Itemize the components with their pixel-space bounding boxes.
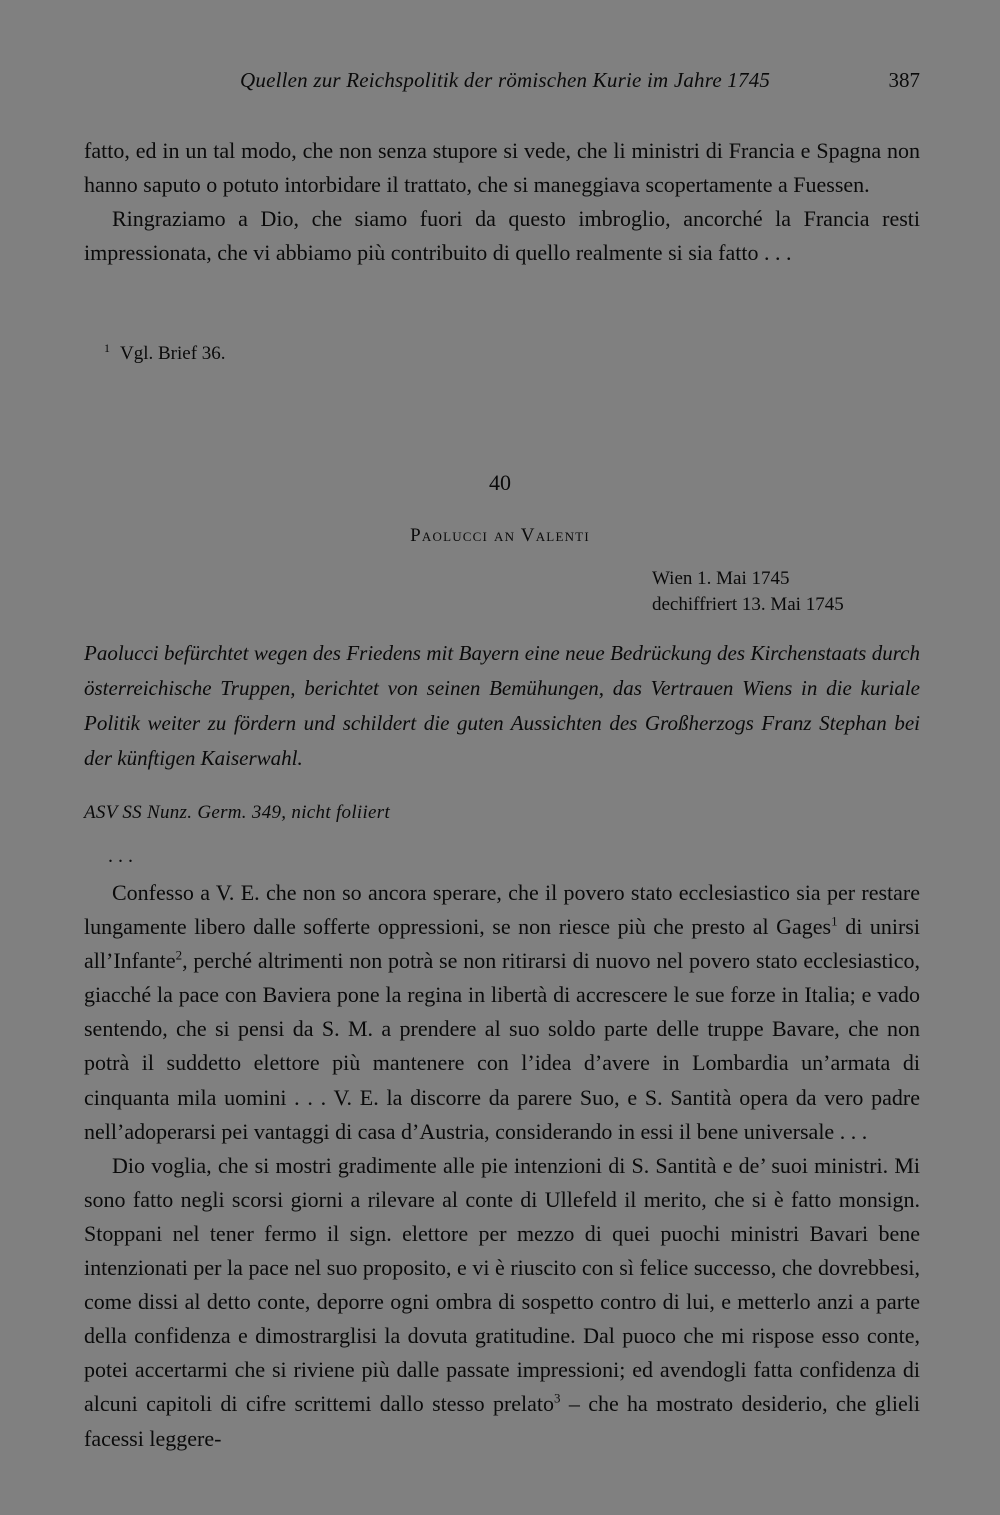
document-number: 40 — [489, 470, 511, 495]
decipher-date-line: dechiffriert 13. Mai 1745 — [652, 594, 844, 615]
letter-text — [84, 876, 920, 1456]
text-run: – che ha mostrato desiderio, che glieli facessi leggere- — [84, 1391, 921, 1451]
document-heading: Paolucci an Valenti — [410, 525, 590, 546]
page-number: 387 — [888, 68, 920, 92]
footnote — [104, 340, 226, 365]
place-date — [652, 566, 844, 618]
page-header — [84, 68, 920, 104]
footnote-ref: 1 — [831, 913, 838, 929]
document-summary: Paolucci befürchtet wegen des Friedens mit Bayern eine neue Bedrückung des Kirchenstaats durch österreichische Truppen, berichtet von seinen Bemühungen, das Vertrauen Wiens in die kuriale Politik weiter zu fördern und schildert die guten Aussichten des Großherzogs Franz Stephan bei der künftigen Kaiserwahl. — [84, 641, 920, 770]
footnote-text: Vgl. Brief 36. — [120, 343, 226, 364]
footnote-ref: 2 — [175, 947, 183, 963]
place-date-line: Wien 1. Mai 1745 — [652, 568, 790, 589]
text-run: Dio voglia, che si mostri gradimente alle pie intenzioni di S. Santità e de’ suoi ministri. Mi sono fatto negli scorsi giorni a rilevare al conte di Ullefeld il merito, che si è fatto monsign. Stoppani nel tener fermo il sign. elettore per mezzo di quei puochi ministri Bavari bene intenzionati per la pace nel suo proposito, e vi è riuscito con sì felice successo, che dovrebbesi, come dissi al detto conte, deporre ogni ombra di sospetto contro di lui, e metterlo anzi a parte della confidenza e dimostrarglisi la dovuta gratitudine. Dal puoco che mi rispose esso conte, potei accertarmi che si riviene più dalle passate impressioni; ed avendogli fatta confidenza di alcuni capitoli di cifre scrittemi dallo stesso prelato — [84, 1152, 920, 1417]
continuation-paragraph: fatto, ed in un tal modo, che non senza stupore si vede, che li ministri di Francia e Spagna non hanno saputo o potuto intorbidare il trattato, che si maneggiava scopertamente a Fuessen. — [84, 138, 920, 197]
text-run: , perché altrimenti non potrà se non ritirarsi di nuovo nel povero stato ecclesiastico, giacché la pace con Baviera pone la regina in libertà di accrescere le sue forze in Italia; e vado sentendo, che si pensi da S. M. a prendere al suo soldo parte delle truppe Bavare, che non potrà il suddetto elettore più mantenere con l’idea d’avere in Lombardia un’armata di cinquanta mila uomini . . . V. E. la discorre da parere Suo, e S. Santità opera da vero padre nell’adoperarsi pei vantaggi di casa d’Austria, considerando in essi il bene universale . . . — [84, 948, 920, 1144]
footnote-ref: 3 — [554, 1391, 561, 1407]
omission-mark: . . . — [108, 845, 133, 867]
continuation-text — [84, 134, 920, 270]
text-run: Confesso a V. E. che non so ancora sperare, che il povero stato ecclesiastico sia per restare lungamente libero dalle sofferte oppressioni, se non riesce più che presto al Gages — [84, 880, 920, 940]
archive-source: ASV SS Nunz. Germ. 349, nicht foliiert — [84, 802, 391, 823]
continuation-paragraph: Ringraziamo a Dio, che siamo fuori da questo imbroglio, ancorché la Francia resti impressionata, che vi abbiamo più contribuito di quello realmente si sia fatto . . . — [84, 206, 920, 265]
text-run: di unirsi all’Infante — [84, 914, 920, 974]
letter-paragraph — [84, 876, 920, 1149]
footnote-marker: 1 — [104, 340, 110, 355]
letter-paragraph — [84, 1149, 920, 1456]
running-title: Quellen zur Reichspolitik der römischen Kurie im Jahre 1745 — [240, 68, 771, 92]
